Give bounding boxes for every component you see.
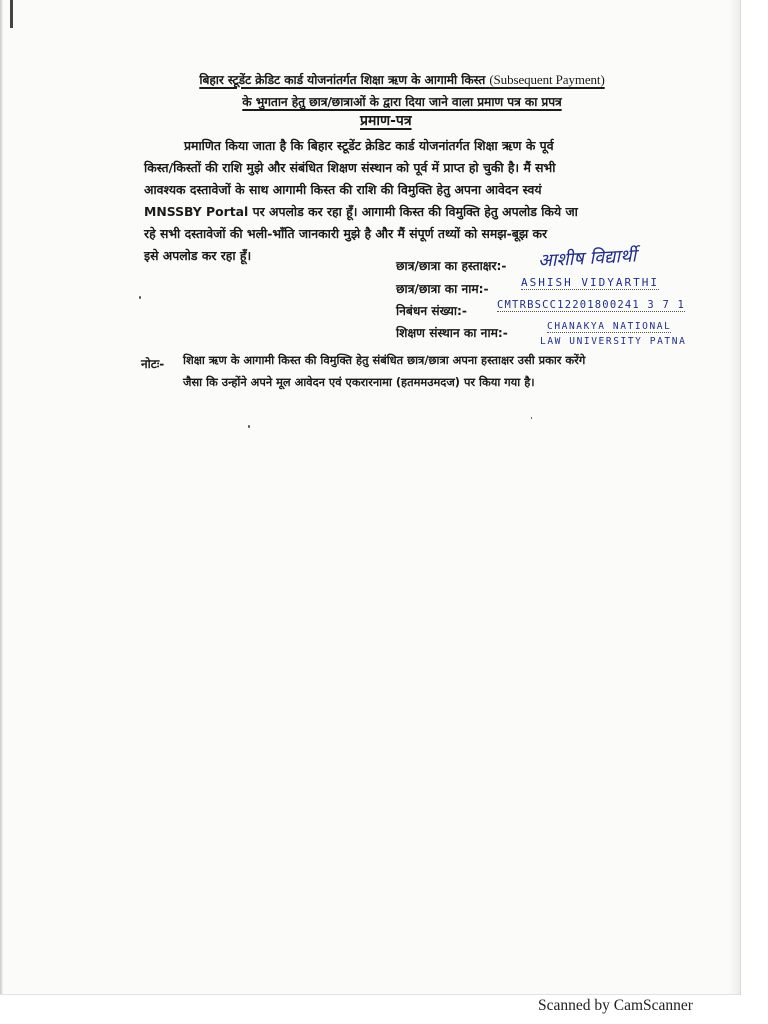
note-label: नोटः-: [141, 357, 165, 371]
scan-speck: [531, 417, 532, 419]
document-heading-line-1: [128, 71, 676, 88]
certificate-title: प्रमाण-पत्र: [360, 113, 412, 129]
scan-speck: [139, 296, 141, 299]
registration-field-value: CMTRBSCC12201800241 3 7 1: [497, 299, 686, 311]
body-line: आवश्यक दस्तावेजों के साथ आगामी किस्त की राशि की विमुक्ति हेतु अपना आवेदन स्वयं: [144, 182, 542, 197]
note-line: शिक्षा ऋण के आगामी किस्त की विमुक्ति हेतु संबंधित छात्र/छात्रा अपना हस्ताक्षर उसी प्रकार करेंगे: [183, 353, 586, 367]
scan-corner-mark: [10, 0, 13, 28]
institution-field-value-line-2: LAW UNIVERSITY PATNA: [540, 336, 687, 347]
heading-line-1-english: (Subsequent Payment): [489, 72, 605, 87]
institution-field-value-line-1: CHANAKYA NATIONAL: [547, 321, 672, 332]
body-line: प्रमाणित किया जाता है कि बिहार स्टूडेंट क्रेडिट कार्ड योजनांतर्गत शिक्षा ऋण के पूर्व: [184, 138, 554, 153]
scan-speck: [248, 425, 250, 428]
body-line: इसे अपलोड कर रहा हूँ।: [144, 248, 252, 263]
student-signature: आशीष विद्यार्थी: [537, 245, 637, 272]
page-right-shadow: [728, 0, 740, 994]
body-line: किस्त/किस्तों की राशि मुझे और संबंधित शिक्षण संस्थान को पूर्व में प्राप्त हो चुकी है। मैं सभी: [144, 160, 556, 175]
institution-field-label: शिक्षण संस्थान का नाम:-: [396, 326, 508, 340]
name-field-label: छात्र/छात्रा का नाम:-: [396, 282, 489, 296]
body-line: रहे सभी दस्तावेजों की भली-भाँति जानकारी मुझे है और मैं संपूर्ण तथ्यों को समझ-बूझ कर: [144, 226, 548, 241]
body-line: MNSSBY Portal पर अपलोड कर रहा हूँ। आगामी किस्त की विमुक्ति हेतु अपलोड किये जा: [144, 204, 578, 219]
page-left-edge: [0, 0, 3, 994]
note-text: [183, 349, 683, 393]
name-field-value: ASHISH VIDYARTHI: [521, 276, 659, 289]
scanner-watermark: Scanned by CamScanner: [538, 997, 693, 1014]
heading-line-1-hindi: बिहार स्टूडेंट क्रेडिट कार्ड योजनांतर्गत शिक्षा ऋण के आगामी किस्त: [199, 73, 486, 87]
note-line: जैसा कि उन्होंने अपने मूल आवेदन एवं एकरारनामा (हतममउमदज) पर किया गया है।: [183, 375, 535, 389]
registration-field-label: निबंधन संख्या:-: [396, 304, 467, 318]
document-heading-line-2: के भुगतान हेतु छात्र/छात्राओं के द्वारा दिया जाने वाला प्रमाण पत्र का प्रपत्र: [242, 95, 562, 109]
signature-field-label: छात्र/छात्रा का हस्ताक्षर:-: [396, 259, 507, 273]
